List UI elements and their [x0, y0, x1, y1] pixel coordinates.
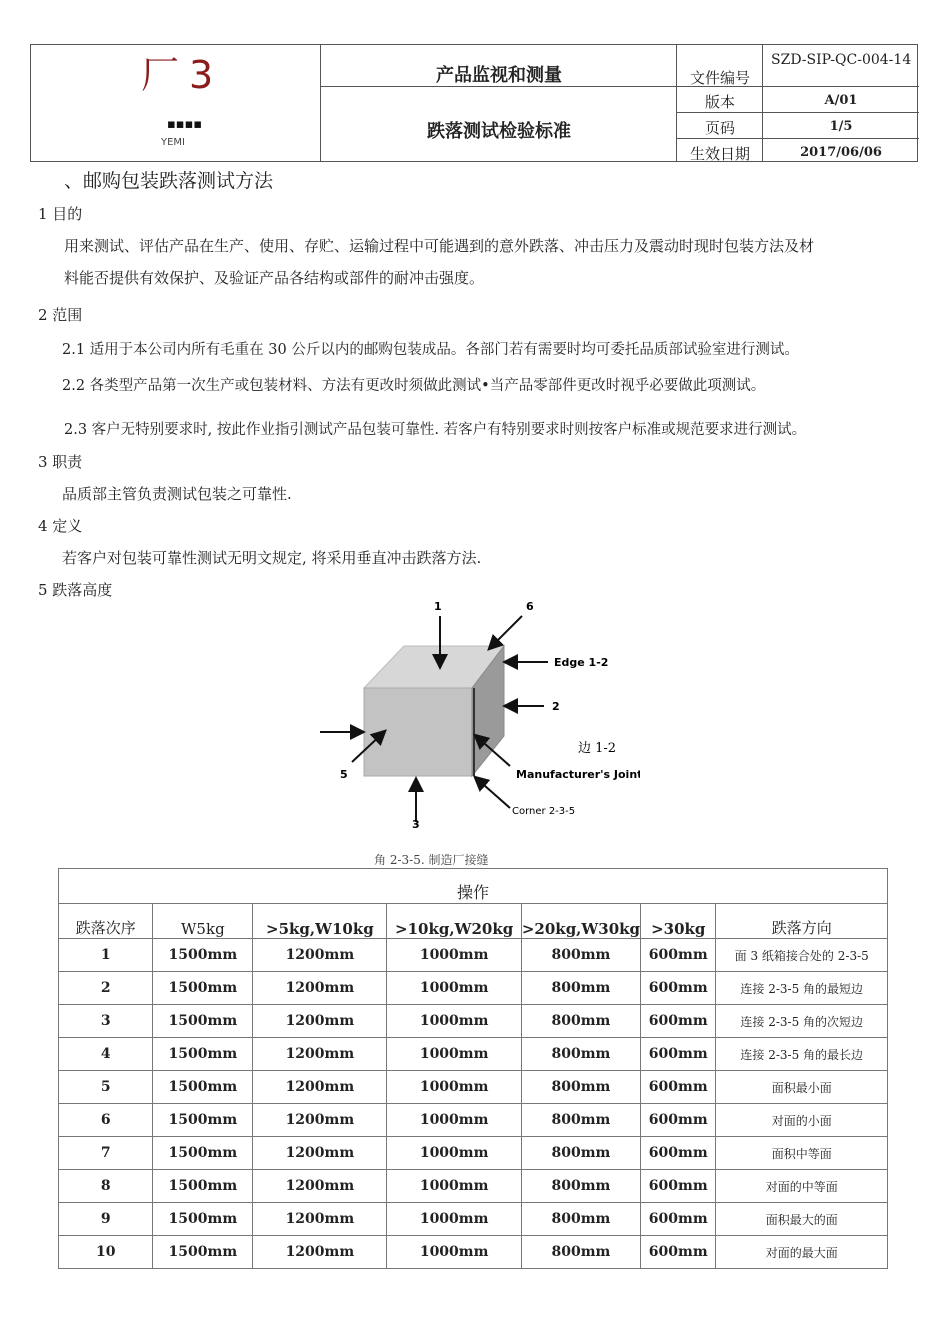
cell-sequence: 9 [59, 1203, 153, 1236]
cell-5-10kg: 1200mm [253, 1170, 387, 1203]
cell-20-30kg: 800mm [521, 1203, 640, 1236]
cell-sequence: 10 [59, 1236, 153, 1269]
cell-30kg: 600mm [641, 1137, 716, 1170]
effective-date-label: 生效日期 [689, 145, 750, 163]
cell-sequence: 8 [59, 1170, 153, 1203]
cell-30kg: 600mm [641, 972, 716, 1005]
cell-30kg: 600mm [641, 1038, 716, 1071]
cell-w5kg: 1500mm [153, 1236, 253, 1269]
cell-sequence: 1 [59, 939, 153, 972]
cell-direction: 连接 2-3-5 角的最长边 [716, 1038, 888, 1071]
header-divider [676, 112, 919, 113]
cell-10-20kg: 1000mm [387, 1170, 521, 1203]
cell-5-10kg: 1200mm [253, 1137, 387, 1170]
cell-30kg: 600mm [641, 1170, 716, 1203]
definition-heading: 4 定义 [38, 517, 83, 535]
cell-w5kg: 1500mm [153, 1170, 253, 1203]
col-header-10-20kg: >10kg,W20kg [387, 904, 521, 939]
cell-w5kg: 1500mm [153, 1038, 253, 1071]
cell-10-20kg: 1000mm [387, 1203, 521, 1236]
cell-w5kg: 1500mm [153, 1071, 253, 1104]
figure-caption: 角 2-3-5. 制造厂接缝 [374, 853, 489, 867]
cell-20-30kg: 800mm [521, 1038, 640, 1071]
cell-5-10kg: 1200mm [253, 1236, 387, 1269]
label-5: 5 [340, 768, 348, 781]
col-header-direction: 跌落方向 [716, 904, 888, 939]
cell-5-10kg: 1200mm [253, 1038, 387, 1071]
arrow-corner [476, 778, 510, 808]
scope-2-1: 2.1 适用于本公司内所有毛重在 30 公斤以内的邮购包装成品。各部门若有需要时均可委托品质部试验室进行测试。 [62, 342, 799, 358]
purpose-text-line1: 用来测试、评估产品在生产、使用、存贮、运输过程中可能遇到的意外跌落、冲击压力及震动时现时包装方法及材 [64, 237, 815, 255]
scope-2-3: 2.3 客户无特别要求时, 按此作业指引测试产品包装可靠性. 若客户有特别要求时则按客户标准或规范要求进行测试。 [64, 422, 807, 438]
cell-5-10kg: 1200mm [253, 1005, 387, 1038]
responsibility-heading: 3 职责 [38, 453, 83, 471]
cell-direction: 对面的中等面 [716, 1170, 888, 1203]
drop-height-table [58, 868, 888, 1269]
table-row [59, 1236, 888, 1269]
version-label: 版本 [704, 93, 735, 111]
cell-w5kg: 1500mm [153, 1005, 253, 1038]
cell-5-10kg: 1200mm [253, 972, 387, 1005]
label-6: 6 [526, 600, 534, 613]
document-header [30, 44, 918, 162]
cell-direction: 对面的最大面 [716, 1236, 888, 1269]
col-header-30kg: >30kg [641, 904, 716, 939]
cell-direction: 面积中等面 [716, 1137, 888, 1170]
cell-20-30kg: 800mm [521, 1170, 640, 1203]
table-row [59, 1071, 888, 1104]
cell-5-10kg: 1200mm [253, 1203, 387, 1236]
cell-30kg: 600mm [641, 1005, 716, 1038]
table-row [59, 1203, 888, 1236]
cell-20-30kg: 800mm [521, 1005, 640, 1038]
purpose-heading: 1 目的 [38, 205, 83, 223]
drop-orientation-figure [310, 596, 640, 832]
version-value: A/01 [824, 93, 858, 108]
box-diagram [310, 596, 640, 832]
cell-direction: 面积最大的面 [716, 1203, 888, 1236]
header-divider [676, 138, 919, 139]
arrow-6 [490, 616, 522, 648]
cell-10-20kg: 1000mm [387, 1137, 521, 1170]
scope-heading: 2 范围 [38, 306, 83, 324]
logo-bar: ▪▪▪▪ [167, 117, 203, 132]
scope-2-2: 2.2 各类型产品第一次生产或包装材料、方法有更改时须做此测试•当产品零部件更改时视乎必要做此项测试。 [62, 378, 766, 394]
definition-text: 若客户对包装可靠性测试无明文规定, 将采用垂直冲击跌落方法. [62, 549, 482, 567]
cell-10-20kg: 1000mm [387, 1038, 521, 1071]
cell-w5kg: 1500mm [153, 1203, 253, 1236]
cell-20-30kg: 800mm [521, 1137, 640, 1170]
table-header-row [59, 904, 888, 939]
cell-w5kg: 1500mm [153, 939, 253, 972]
col-header-20-30kg: >20kg,W30kg [521, 904, 640, 939]
label-joint: Manufacturer's Joint [516, 768, 640, 781]
purpose-text-line2: 料能否提供有效保护、及验证产品各结构或部件的耐冲击强度。 [64, 269, 485, 287]
col-header-sequence: 跌落次序 [59, 904, 153, 939]
cell-20-30kg: 800mm [521, 1236, 640, 1269]
cell-direction: 对面的小面 [716, 1104, 888, 1137]
label-2: 2 [552, 700, 560, 713]
table-row [59, 939, 888, 972]
cell-direction: 连接 2-3-5 角的最短边 [716, 972, 888, 1005]
doc-no-value: SZD-SIP-QC-004-14 [771, 52, 912, 68]
cell-30kg: 600mm [641, 939, 716, 972]
label-edge: Edge 1-2 [554, 656, 609, 669]
cell-30kg: 600mm [641, 1203, 716, 1236]
company-logo [131, 55, 231, 155]
table-row [59, 1170, 888, 1203]
cell-sequence: 7 [59, 1137, 153, 1170]
responsibility-text: 品质部主管负责测试包装之可靠性. [62, 485, 292, 503]
cell-20-30kg: 800mm [521, 1071, 640, 1104]
cell-30kg: 600mm [641, 1071, 716, 1104]
cell-direction: 连接 2-3-5 角的次短边 [716, 1005, 888, 1038]
table-row [59, 1104, 888, 1137]
cell-10-20kg: 1000mm [387, 972, 521, 1005]
label-edge-cn: 边 1-2 [578, 741, 617, 756]
col-header-5-10kg: >5kg,W10kg [253, 904, 387, 939]
page-label: 页码 [704, 119, 735, 137]
table-row [59, 1038, 888, 1071]
cell-5-10kg: 1200mm [253, 939, 387, 972]
cell-sequence: 2 [59, 972, 153, 1005]
label-corner: Corner 2-3-5 [512, 806, 576, 817]
table-row [59, 1137, 888, 1170]
page-value: 1/5 [829, 119, 853, 134]
cell-sequence: 6 [59, 1104, 153, 1137]
cell-w5kg: 1500mm [153, 1137, 253, 1170]
section-title: 、邮购包装跌落测试方法 [64, 170, 274, 192]
cell-10-20kg: 1000mm [387, 1104, 521, 1137]
cell-10-20kg: 1000mm [387, 939, 521, 972]
label-3: 3 [412, 818, 420, 831]
cell-direction: 面积最小面 [716, 1071, 888, 1104]
cell-5-10kg: 1200mm [253, 1071, 387, 1104]
drop-height-heading: 5 跌落高度 [38, 581, 113, 599]
box-front-face [364, 688, 472, 776]
col-header-w5kg: W5kg [153, 904, 253, 939]
cell-20-30kg: 800mm [521, 1104, 640, 1137]
effective-date-value: 2017/06/06 [800, 145, 882, 160]
table-row [59, 1005, 888, 1038]
header-title-main: 产品监视和测量 [436, 65, 562, 86]
cell-30kg: 600mm [641, 1104, 716, 1137]
doc-no-label: 文件编号 [689, 69, 750, 87]
cell-sequence: 5 [59, 1071, 153, 1104]
cell-20-30kg: 800mm [521, 939, 640, 972]
cell-w5kg: 1500mm [153, 972, 253, 1005]
cell-10-20kg: 1000mm [387, 1005, 521, 1038]
cell-20-30kg: 800mm [521, 972, 640, 1005]
cell-5-10kg: 1200mm [253, 1104, 387, 1137]
cell-10-20kg: 1000mm [387, 1071, 521, 1104]
cell-sequence: 4 [59, 1038, 153, 1071]
cell-30kg: 600mm [641, 1236, 716, 1269]
cell-w5kg: 1500mm [153, 1104, 253, 1137]
logo-mark: 厂3 [141, 53, 224, 97]
logo-text: YEMI [161, 137, 186, 148]
header-title-sub: 跌落测试检验标准 [427, 121, 571, 142]
table-row [59, 972, 888, 1005]
label-1: 1 [434, 600, 442, 613]
cell-direction: 面 3 纸箱接合处的 2-3-5 [716, 939, 888, 972]
cell-sequence: 3 [59, 1005, 153, 1038]
operation-header: 操作 [59, 869, 888, 904]
cell-10-20kg: 1000mm [387, 1236, 521, 1269]
